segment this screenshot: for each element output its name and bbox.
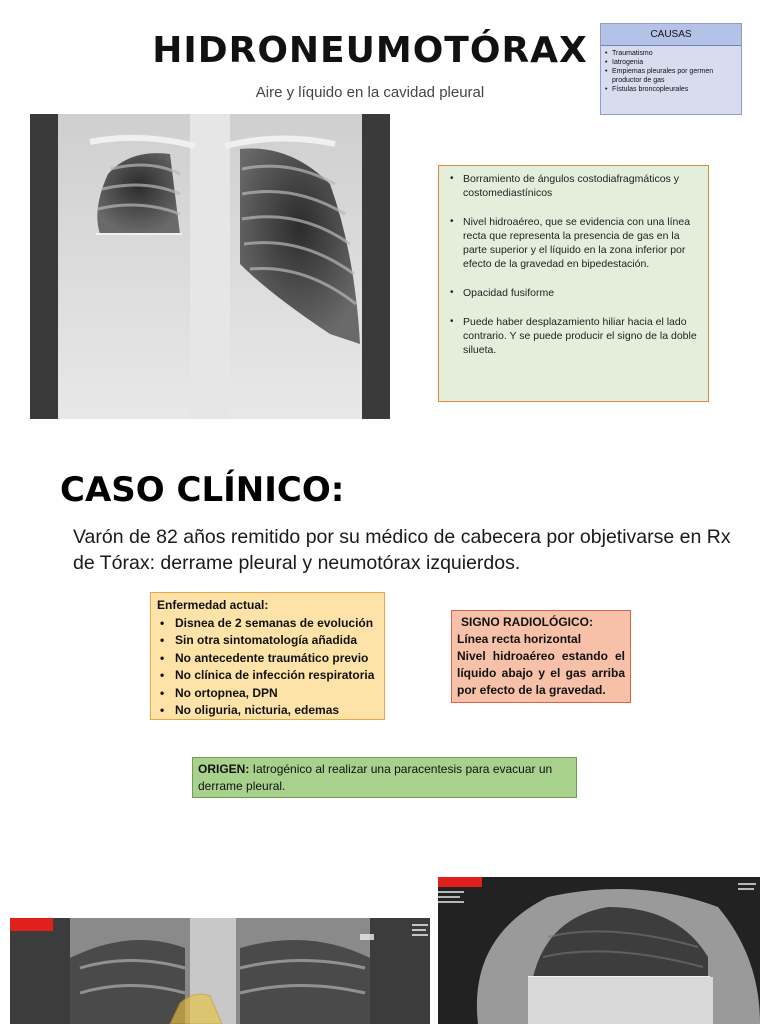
radiological-findings-box (438, 165, 709, 402)
origin-box (192, 757, 577, 798)
chest-xray-annotated-graphic (10, 918, 430, 1024)
radiological-sign-text: Nivel hidroaéreo estando el líquido abajo y el gas arriba por efecto de la gravedad. (457, 649, 625, 697)
origin-text: Iatrogénico al realizar una paracentesis para evacuar un derrame pleural. (198, 762, 553, 793)
list-item: • No antecedente traumático previo (157, 650, 378, 668)
radiological-sign-box (451, 610, 631, 703)
chest-xray-image (30, 114, 390, 419)
causes-box (600, 23, 742, 115)
causes-list (601, 46, 741, 94)
list-item: • Sin otra sintomatología añadida (157, 632, 378, 650)
list-item: • Nivel hidroaéreo, que se evidencia con una línea recta que representa la presencia de gas en la parte superior y el líquido en la zona inferior por efecto de la gravedad en bipedestación. (447, 215, 700, 271)
list-item: • No clínica de infección respiratoria (157, 667, 378, 685)
causes-title: CAUSAS (601, 24, 741, 46)
case-title: CASO CLÍNICO: (60, 470, 345, 510)
current-illness-box (150, 592, 385, 720)
list-item: • Opacidad fusiforme (447, 286, 700, 300)
list-item: • No oliguria, nicturia, edemas (157, 702, 378, 720)
list-item: • Iatrogenia (605, 58, 737, 67)
list-item: • Fístulas broncopleurales (605, 85, 737, 94)
page-subtitle: Aire y líquido en la cavidad pleural (255, 84, 485, 101)
list-item: • Empiemas pleurales por germen productor de gas (605, 67, 737, 85)
radiological-sign-title: SIGNO RADIOLÓGICO: (461, 615, 593, 629)
list-item: • Traumatismo (605, 49, 737, 58)
case-text: Varón de 82 años remitido por su médico de cabecera por objetivarse en Rx de Tórax: derrame pleural y neumotórax izquierdos. (73, 526, 731, 574)
current-illness-list (157, 615, 378, 720)
findings-list (447, 172, 700, 357)
list-item: • No ortopnea, DPN (157, 685, 378, 703)
chest-xray-graphic (30, 114, 390, 419)
chest-xray-annotated-image (10, 918, 430, 1024)
radiological-sign-subtitle: Línea recta horizontal (457, 632, 582, 646)
chest-xray-lateral-graphic (438, 877, 760, 1024)
origin-label: ORIGEN: (198, 762, 250, 776)
list-item: • Borramiento de ángulos costodiafragmáticos y costomediastínicos (447, 172, 700, 200)
list-item: • Disnea de 2 semanas de evolución (157, 615, 378, 633)
case-description (58, 524, 738, 576)
chest-xray-lateral-image (438, 877, 760, 1024)
page-title: HIDRONEUMOTÓRAX (152, 30, 588, 71)
current-illness-title: Enfermedad actual: (157, 598, 269, 612)
list-item: • Puede haber desplazamiento hiliar hacia el lado contrario. Y se puede producir el signo de la doble silueta. (447, 315, 700, 357)
